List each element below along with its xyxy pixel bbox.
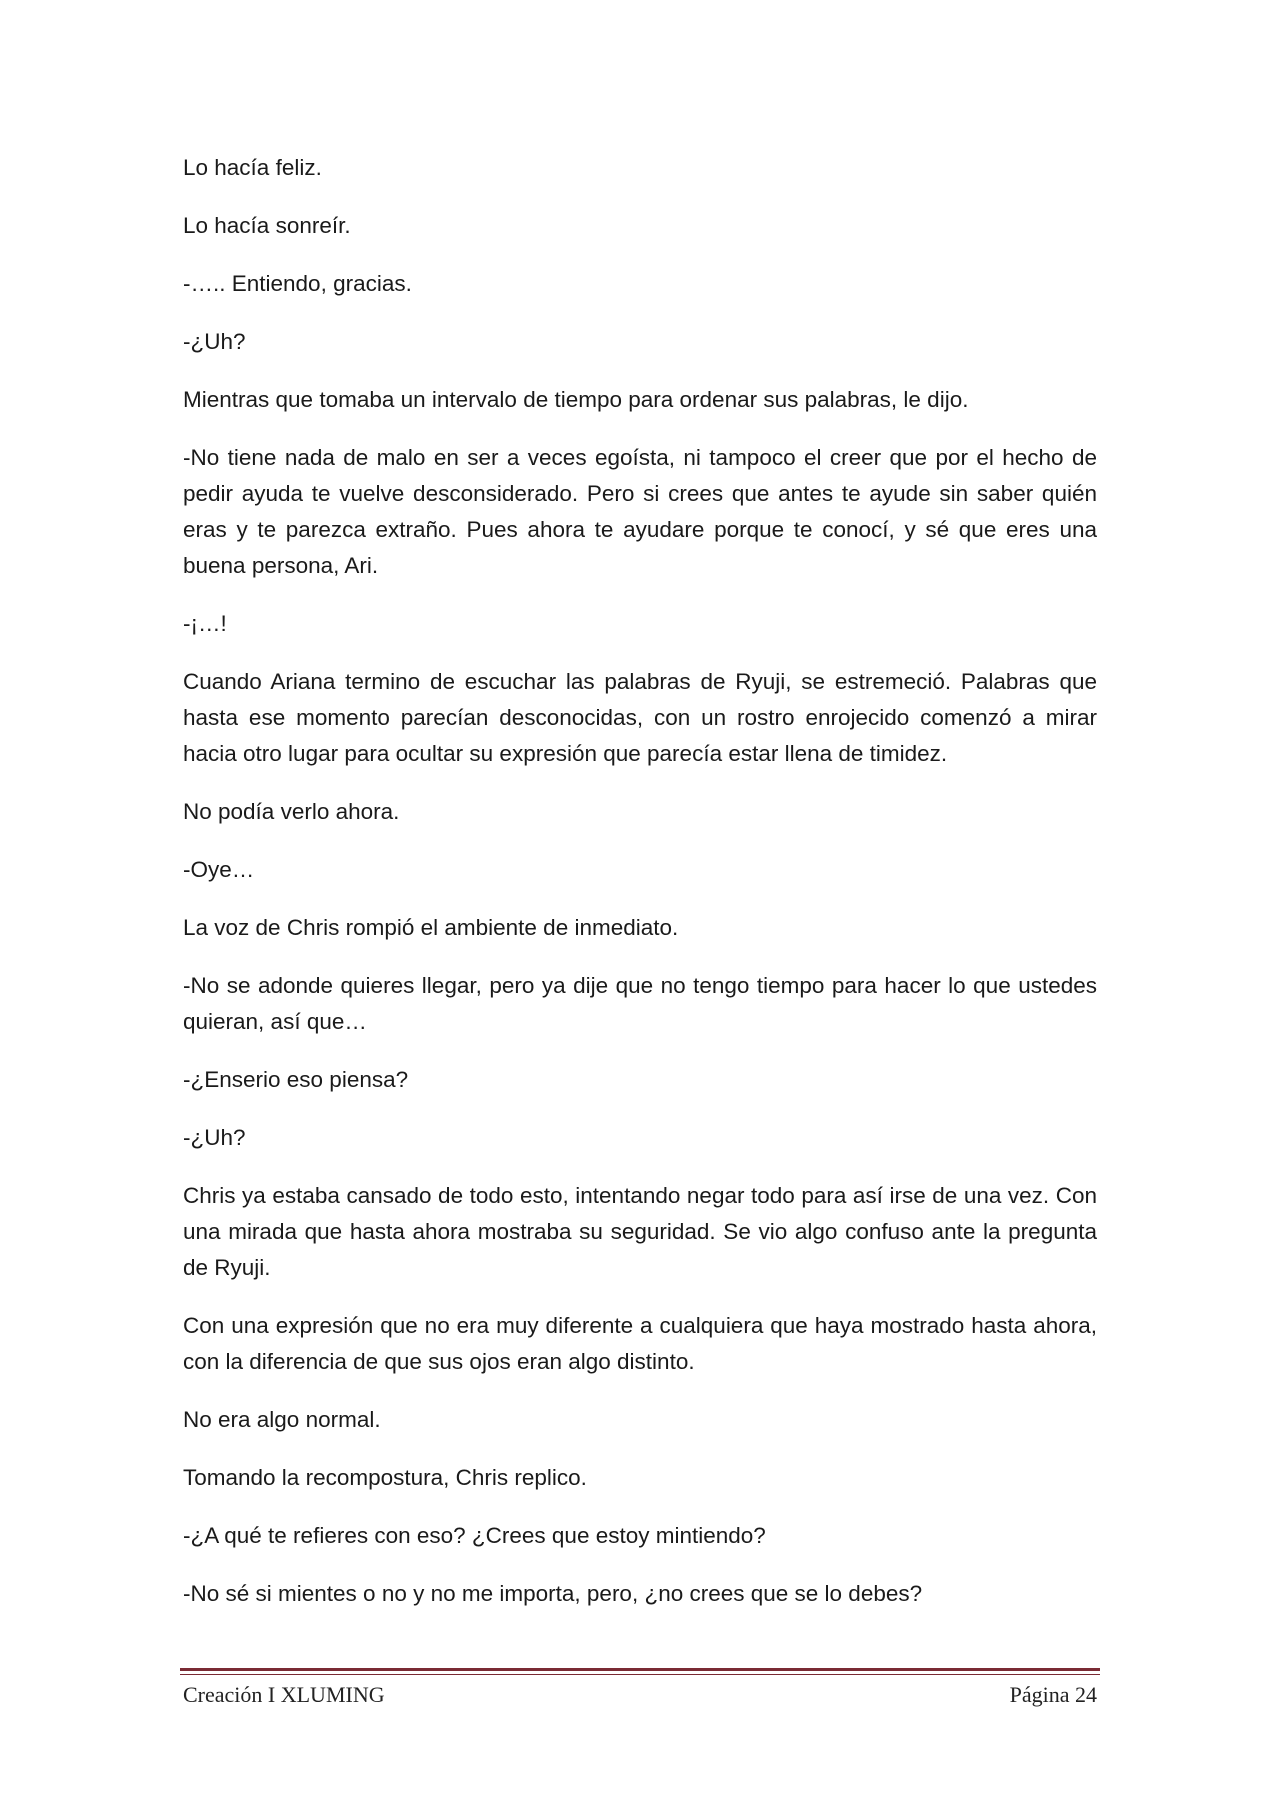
page-number: Página 24	[1009, 1682, 1097, 1707]
paragraph: -No sé si mientes o no y no me importa, pero, ¿no crees que se lo debes?	[183, 1581, 923, 1606]
paragraph: -¿A qué te refieres con eso? ¿Crees que estoy mintiendo?	[183, 1523, 766, 1548]
paragraph: -¿Uh?	[183, 1125, 246, 1150]
footer-rule	[180, 1668, 1100, 1671]
footer-author: Creación I XLUMING	[183, 1682, 385, 1707]
paragraph: Tomando la recompostura, Chris replico.	[183, 1465, 587, 1490]
paragraph: -¿Enserio eso piensa?	[183, 1067, 409, 1092]
paragraph: Chris ya estaba cansado de todo esto, intentando negar todo para así irse de una vez. Con una mirada que hasta ahora mostraba su seguridad. Se vio algo confuso ante la pregunta de Ryuji.	[183, 1183, 1097, 1280]
page-footer	[183, 1682, 1097, 1708]
footer-rule-thin	[180, 1674, 1100, 1675]
paragraph: Cuando Ariana termino de escuchar las palabras de Ryuji, se estremeció. Palabras que hasta ese momento parecían desconocidas, con un rostro enrojecido comenzó a mirar hacia otro lugar para ocultar su expresión que parecía estar llena de timidez.	[183, 669, 1097, 766]
paragraph: Con una expresión que no era muy diferente a cualquiera que haya mostrado hasta ahora, con la diferencia de que sus ojos eran algo distinto.	[183, 1313, 1097, 1374]
paragraph: No podía verlo ahora.	[183, 799, 400, 824]
paragraph: -No tiene nada de malo en ser a veces egoísta, ni tampoco el creer que por el hecho de pedir ayuda te vuelve desconsiderado. Pero si crees que antes te ayude sin saber quién eras y te parezca extraño. Pues ahora te ayudare porque te conocí, y sé que eres una buena persona, Ari.	[183, 445, 1097, 578]
paragraph: -¿Uh?	[183, 329, 246, 354]
paragraph: Lo hacía feliz.	[183, 155, 322, 180]
paragraph: No era algo normal.	[183, 1407, 381, 1432]
paragraph: Mientras que tomaba un intervalo de tiempo para ordenar sus palabras, le dijo.	[183, 387, 969, 412]
page-body	[183, 150, 1097, 1634]
paragraph: Lo hacía sonreír.	[183, 213, 351, 238]
paragraph: La voz de Chris rompió el ambiente de inmediato.	[183, 915, 679, 940]
paragraph: -Oye…	[183, 857, 255, 882]
paragraph: -¡…!	[183, 611, 227, 636]
paragraph: -No se adonde quieres llegar, pero ya dije que no tengo tiempo para hacer lo que ustedes quieran, así que…	[183, 973, 1097, 1034]
paragraph: -….. Entiendo, gracias.	[183, 271, 412, 296]
